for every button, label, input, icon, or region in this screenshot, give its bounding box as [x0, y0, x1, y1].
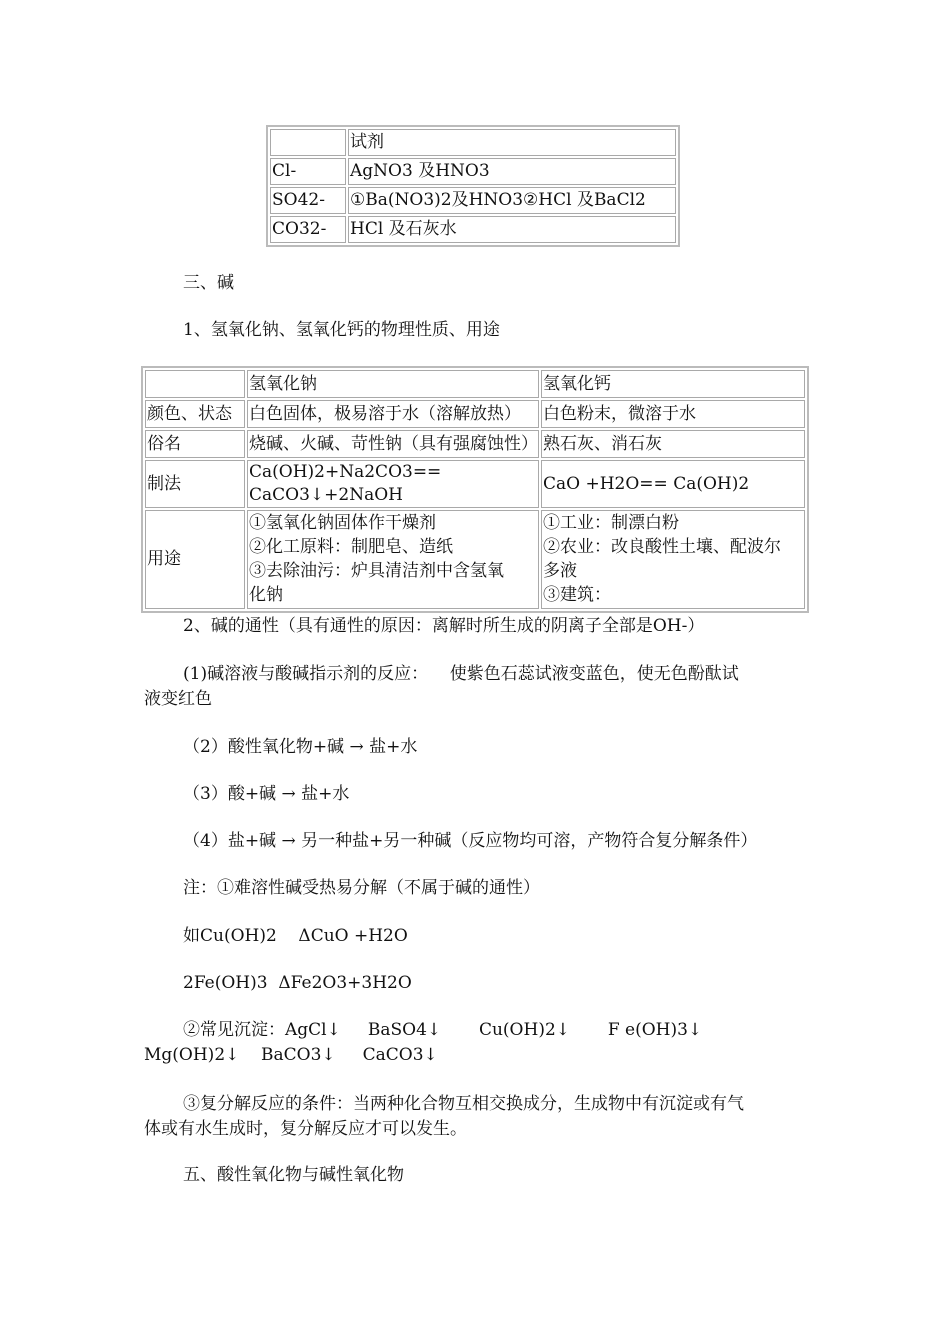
equation-line: 如Cu(OH)2 ΔCuO +H2O	[183, 926, 408, 946]
table-cell: 颜色、状态	[145, 400, 245, 428]
table-row	[145, 510, 805, 609]
paragraph-line: （3）酸+碱 → 盐+水	[183, 784, 350, 804]
paragraph-line: 体或有水生成时，复分解反应才可以发生。	[144, 1119, 467, 1139]
table-row	[145, 370, 805, 398]
table-row	[145, 430, 805, 458]
base-properties-table	[141, 366, 809, 613]
use-line: ②化工原料：制肥皂、造纸	[249, 537, 453, 557]
ion-test-table	[266, 125, 680, 247]
section-heading: 三、碱	[183, 273, 234, 293]
subsection-heading: 1、氢氧化钠、氢氧化钙的物理性质、用途	[183, 320, 500, 340]
equation-line: 2Fe(OH)3 ΔFe2O3+3H2O	[183, 973, 412, 993]
table-cell: ①Ba(NO3)2及HNO3②HCl 及BaCl2	[348, 187, 676, 214]
table-cell: AgNO3 及HNO3	[348, 158, 676, 185]
note-line: 注：①难溶性碱受热易分解（不属于碱的通性）	[183, 878, 540, 898]
table-header-cell: 试剂	[348, 129, 676, 156]
table-cell: 俗名	[145, 430, 245, 458]
paragraph-line: ③复分解反应的条件：当两种化合物互相交换成分，生成物中有沉淀或有气	[183, 1094, 744, 1114]
precipitate-line: Mg(OH)2↓ BaCO3↓ CaCO3↓	[144, 1045, 438, 1065]
table-cell: 白色固体，极易溶于水（溶解放热）	[247, 400, 539, 428]
use-line: 多液	[543, 561, 577, 581]
use-line: ①氢氧化钠固体作干燥剂	[249, 513, 436, 533]
table-row	[270, 187, 676, 214]
table-row	[270, 216, 676, 243]
paragraph-line: 液变红色	[144, 689, 212, 709]
table-cell: SO42-	[270, 187, 346, 214]
table-cell	[145, 370, 245, 398]
table-row	[145, 460, 805, 508]
table-row	[145, 400, 805, 428]
table-cell: Ca(OH)2+Na2CO3== CaCO3↓+2NaOH	[247, 460, 539, 508]
table-cell: 烧碱、火碱、苛性钠（具有强腐蚀性）	[247, 430, 539, 458]
table-cell	[270, 129, 346, 156]
use-line: ①工业：制漂白粉	[543, 513, 679, 533]
table-cell: 熟石灰、消石灰	[541, 430, 805, 458]
table-cell: 用途	[145, 510, 245, 609]
subsection-heading: 2、碱的通性（具有通性的原因：离解时所生成的阴离子全部是OH-）	[183, 616, 705, 636]
use-line: ③建筑：	[543, 585, 611, 605]
table-cell: 白色粉末，微溶于水	[541, 400, 805, 428]
table-cell: 制法	[145, 460, 245, 508]
paragraph-line: (1)碱溶液与酸碱指示剂的反应： 使紫色石蕊试液变蓝色，使无色酚酞试	[183, 664, 739, 684]
precipitate-line: ②常见沉淀：AgCl↓ BaSO4↓ Cu(OH)2↓ F e(OH)3↓	[183, 1020, 703, 1040]
table-header-cell: 氢氧化钠	[247, 370, 539, 398]
paragraph-line: （2）酸性氧化物+碱 → 盐+水	[183, 737, 418, 757]
use-line: 化钠	[249, 585, 283, 605]
section-heading: 五、酸性氧化物与碱性氧化物	[183, 1165, 404, 1185]
table-cell	[247, 510, 539, 609]
table-cell: HCl 及石灰水	[348, 216, 676, 243]
use-line: ③去除油污：炉具清洁剂中含氢氧	[249, 561, 504, 581]
table-header-cell: 氢氧化钙	[541, 370, 805, 398]
table-cell: Cl-	[270, 158, 346, 185]
table-row	[270, 129, 676, 156]
use-line: ②农业：改良酸性土壤、配波尔	[543, 537, 781, 557]
table-cell: CO32-	[270, 216, 346, 243]
table-cell: CaO +H2O== Ca(OH)2	[541, 460, 805, 508]
table-row	[270, 158, 676, 185]
table-cell	[541, 510, 805, 609]
paragraph-line: （4）盐+碱 → 另一种盐+另一种碱（反应物均可溶，产物符合复分解条件）	[183, 831, 758, 851]
